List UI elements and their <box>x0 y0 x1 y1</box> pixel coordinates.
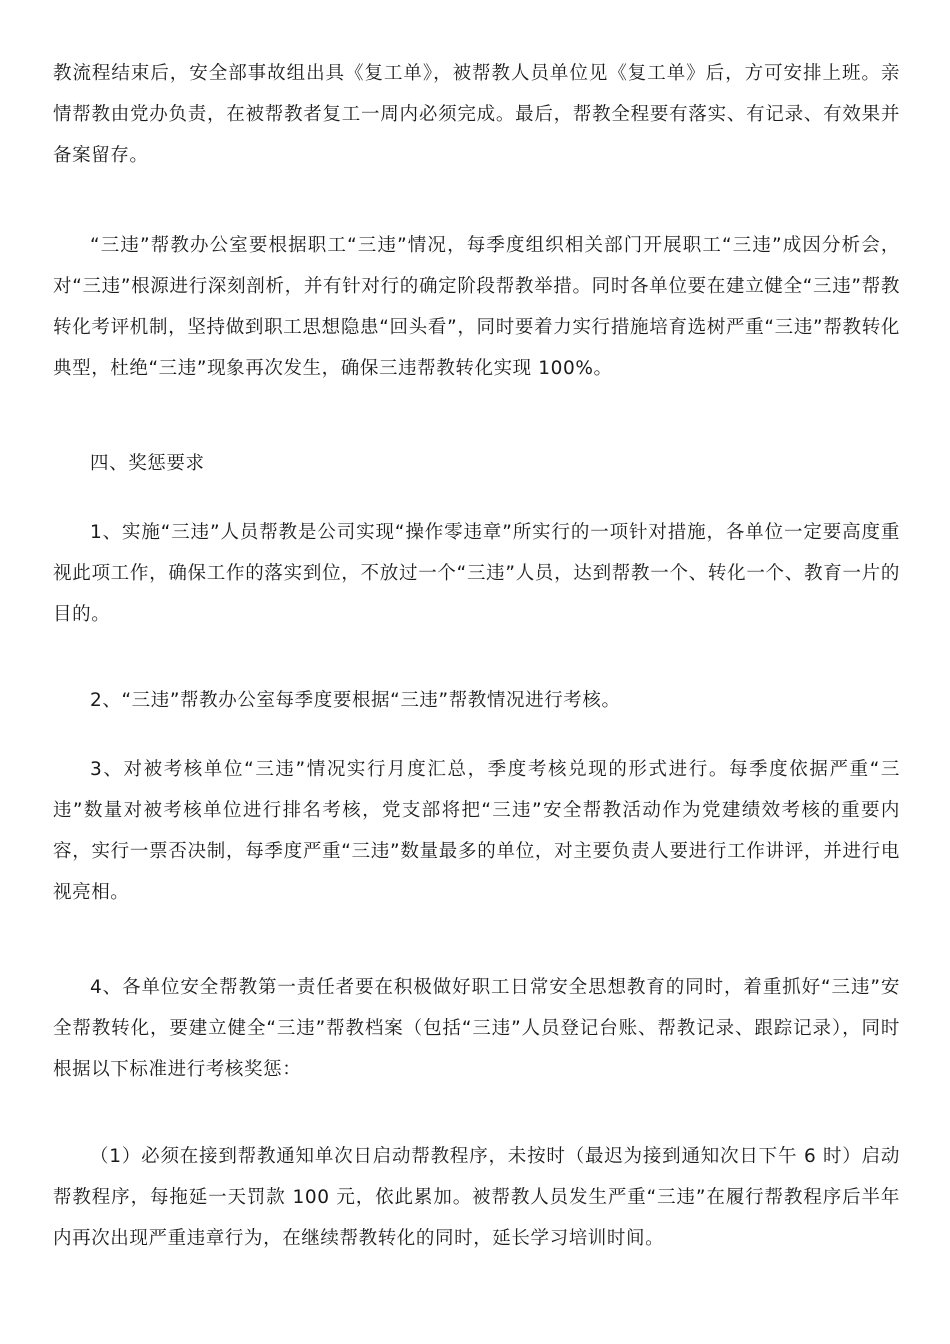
paragraph-item-3: 3、对被考核单位“三违”情况实行月度汇总，季度考核兑现的形式进行。每季度依据严重“三违”数量对被考核单位进行排名考核，党支部将把“三违”安全帮教活动作为党建绩效考核的重要内容，实行一票否决制，每季度严重“三违”数量最多的单位，对主要负责人要进行工作讲评，并进行电视亮相。 <box>53 759 900 903</box>
paragraph-reinstatement-procedure: 教流程结束后，安全部事故组出具《复工单》，被帮教人员单位见《复工单》后，方可安排上班。亲情帮教由党办负责，在被帮教者复工一周内必须完成。最后，帮教全程要有落实、有记录、有效果并备案留存。 <box>53 63 900 166</box>
paragraph-cause-analysis: “三违”帮教办公室要根据职工“三违”情况，每季度组织相关部门开展职工“三违”成因分析会，对“三违”根源进行深刻剖析，并有针对行的确定阶段帮教举措。同时各单位要在建立健全“三违”帮教转化考评机制，坚持做到职工思想隐患“回头看”，同时要着力实行措施培育选树严重“三违”帮教转化典型，杜绝“三违”现象再次发生，确保三违帮教转化实现 100%。 <box>53 235 900 379</box>
paragraph-item-4: 4、各单位安全帮教第一责任者要在积极做好职工日常安全思想教育的同时，着重抓好“三违”安全帮教转化，要建立健全“三违”帮教档案（包括“三违”人员登记台账、帮教记录、跟踪记录），同时根据以下标准进行考核奖惩： <box>53 977 900 1080</box>
paragraph-item-4-sub-1: （1）必须在接到帮教通知单次日启动帮教程序，未按时（最迟为接到通知次日下午 6 时）启动帮教程序，每拖延一天罚款 100 元，依此累加。被帮教人员发生严重“三违”在履行帮教程序后半年内再次出现严重违章行为，在继续帮教转化的同时，延长学习培训时间。 <box>53 1146 900 1249</box>
section-heading-rewards-penalties: 四、奖惩要求 <box>90 453 205 474</box>
paragraph-item-2: 2、“三违”帮教办公室每季度要根据“三违”帮教情况进行考核。 <box>90 690 621 711</box>
paragraph-item-1: 1、实施“三违”人员帮教是公司实现“操作零违章”所实行的一项针对措施，各单位一定要高度重视此项工作，确保工作的落实到位，不放过一个“三违”人员，达到帮教一个、转化一个、教育一片的目的。 <box>53 522 900 625</box>
